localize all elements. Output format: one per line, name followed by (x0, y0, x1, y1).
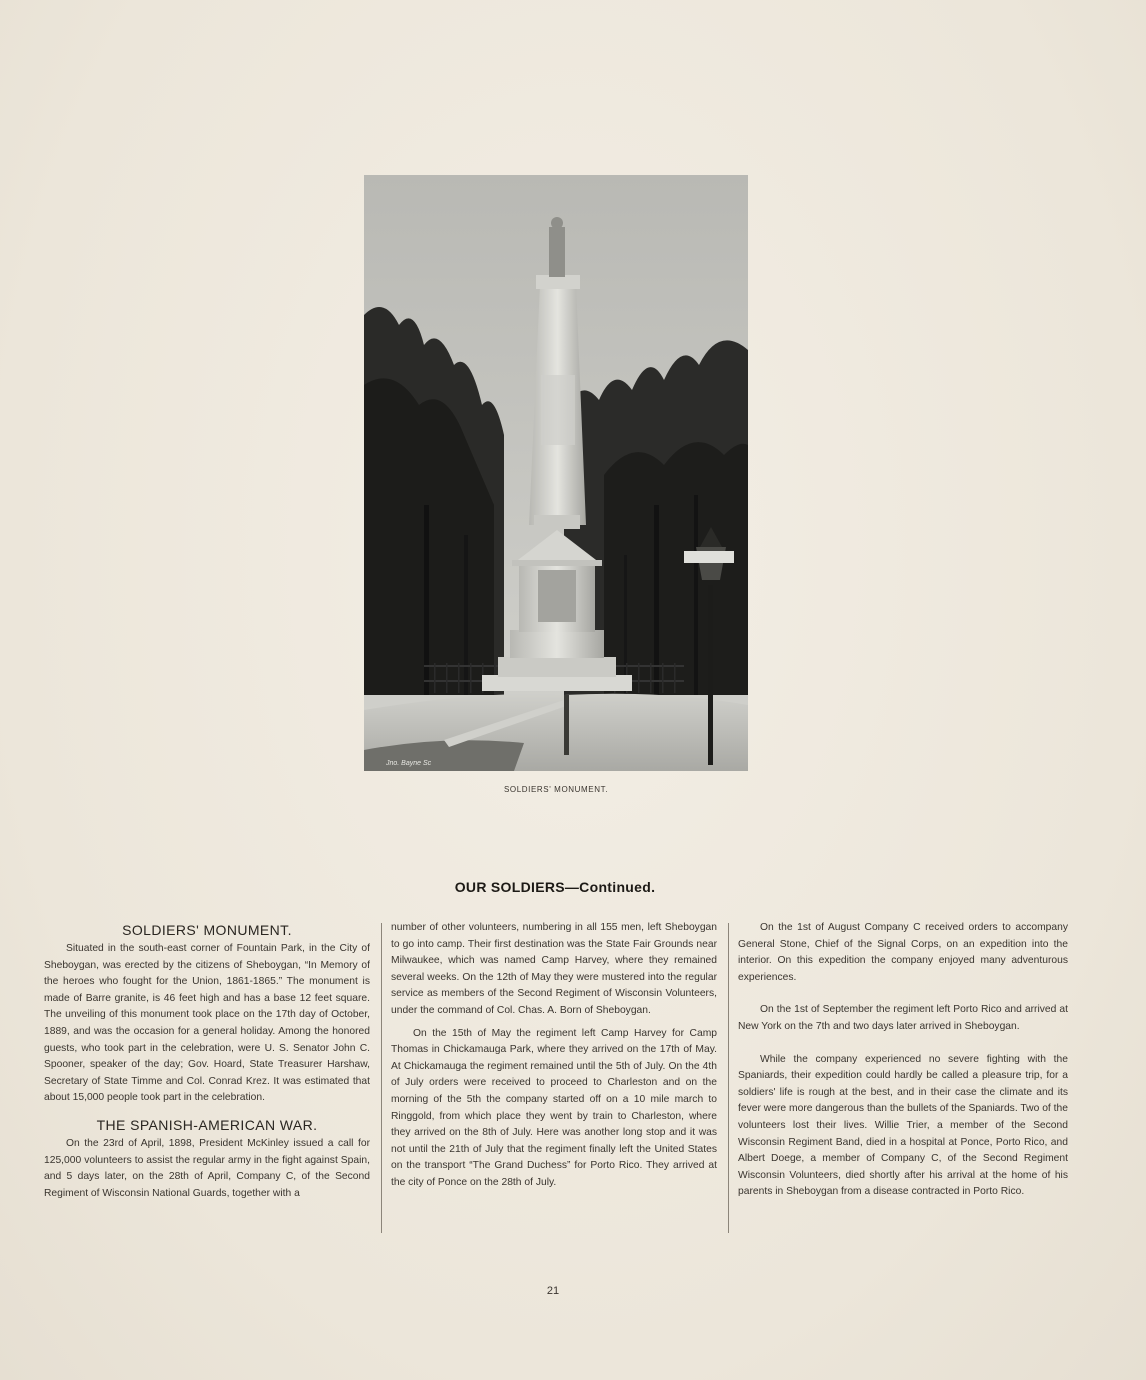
paragraph: number of other volunteers, numbering in all 155 men, left Sheboygan to go into camp. Their first destination was the State Fair Grounds near Milwaukee, which was named Camp Harvey, where they remained several weeks. On the 12th of May they were mustered into the regular service as members of the Second Regiment of Wisconsin Volunteers, under the command of Col. Chas. A. Born of Sheboygan. (391, 922, 717, 1016)
paragraph: On the 15th of May the regiment left Camp Harvey for Camp Thomas in Chickamauga Park, where they arrived on the 17th of May. At Chickamauga the regiment remained until the 5th of July. On the 4th of July orders were received to proceed to Charleston and on the morning of the 5th the company started off on a 10 mile march to Ringgold, from which place they went by train to Charleston, where they arrived on the 8th of July. Here was another long stop and it was not until the 21th of July that the regiment finally left the United States on the transport “The Grand Duchess” for Porto Rico. They arrived at the city of Ponce on the 28th of July. (391, 1027, 717, 1188)
page-title: OUR SOLDIERS—Continued. (454, 879, 656, 895)
paragraph: Situated in the south-east corner of Fountain Park, in the City of Sheboygan, was erected by the citizens of Sheboygan, “In Memory of the heroes who fought for the Union, 1861-1865.” The monument is made of Barre granite, is 46 feet high and has a base 12 feet square. The unveiling of this monument took place on the 17th day of October, 1889, and was the occasion for a general holiday. Among the honored guests, who took part in the celebration, were U. S. Senator John C. Spooner, speaker of the day; Gov. Hoard, State Treasurer Harshaw, Secretary of State Timme and Col. Conrad Krez. It was estimated that about 15,000 people took part in the celebration. (44, 943, 370, 1104)
column-divider (381, 923, 382, 1233)
engraver-signature: Jno. Bayne Sc (386, 760, 432, 767)
text-column-2 (391, 920, 717, 1192)
paragraph: On the 1st of September the regiment left Porto Rico and arrived at New York on the 7th and two days later arrived in Sheboygan. (738, 1004, 1068, 1032)
section-heading-spanish-american-war: THE SPANISH-AMERICAN WAR. (96, 1116, 318, 1133)
paragraph: While the company experienced no severe fighting with the Spaniards, their expedition could hardly be called a pleasure trip, for a soldiers' life is rough at the best, and in their case the climate and its fever were more dangerous than the bullets of the Spaniards. Two of the volunteers lost their lives. Willie Trier, a member of the Second Wisconsin Regiment Band, died in a hospital at Ponce, Porto Rico, and Albert Doege, a member of Company C, of the Second Regiment Wisconsin Volunteers, died shortly after his arrival at the home of his parents in Sheboygan from a disease contracted in Porto Rico. (738, 1053, 1068, 1198)
soldiers-monument-photo (364, 175, 748, 771)
column-divider (728, 923, 729, 1233)
paragraph: On the 1st of August Company C received orders to accompany General Stone, Chief of the Signal Corps, on an expedition into the interior. On this expedition the company enjoyed many adventurous experiences. (738, 922, 1068, 983)
text-column-3 (738, 920, 1068, 1217)
page-number: 21 (546, 1285, 560, 1297)
text-column-1 (44, 920, 370, 1202)
photo-caption: SOLDIERS' MONUMENT. (503, 785, 609, 794)
section-heading-soldiers-monument: SOLDIERS' MONUMENT. (122, 922, 292, 938)
paragraph: On the 23rd of April, 1898, President McKinley issued a call for 125,000 volunteers to assist the regular army in the fight against Spain, and 5 days later, on the 28th of April, Company C, of the Second Regiment of Wisconsin National Guards, together with a (44, 1137, 370, 1199)
